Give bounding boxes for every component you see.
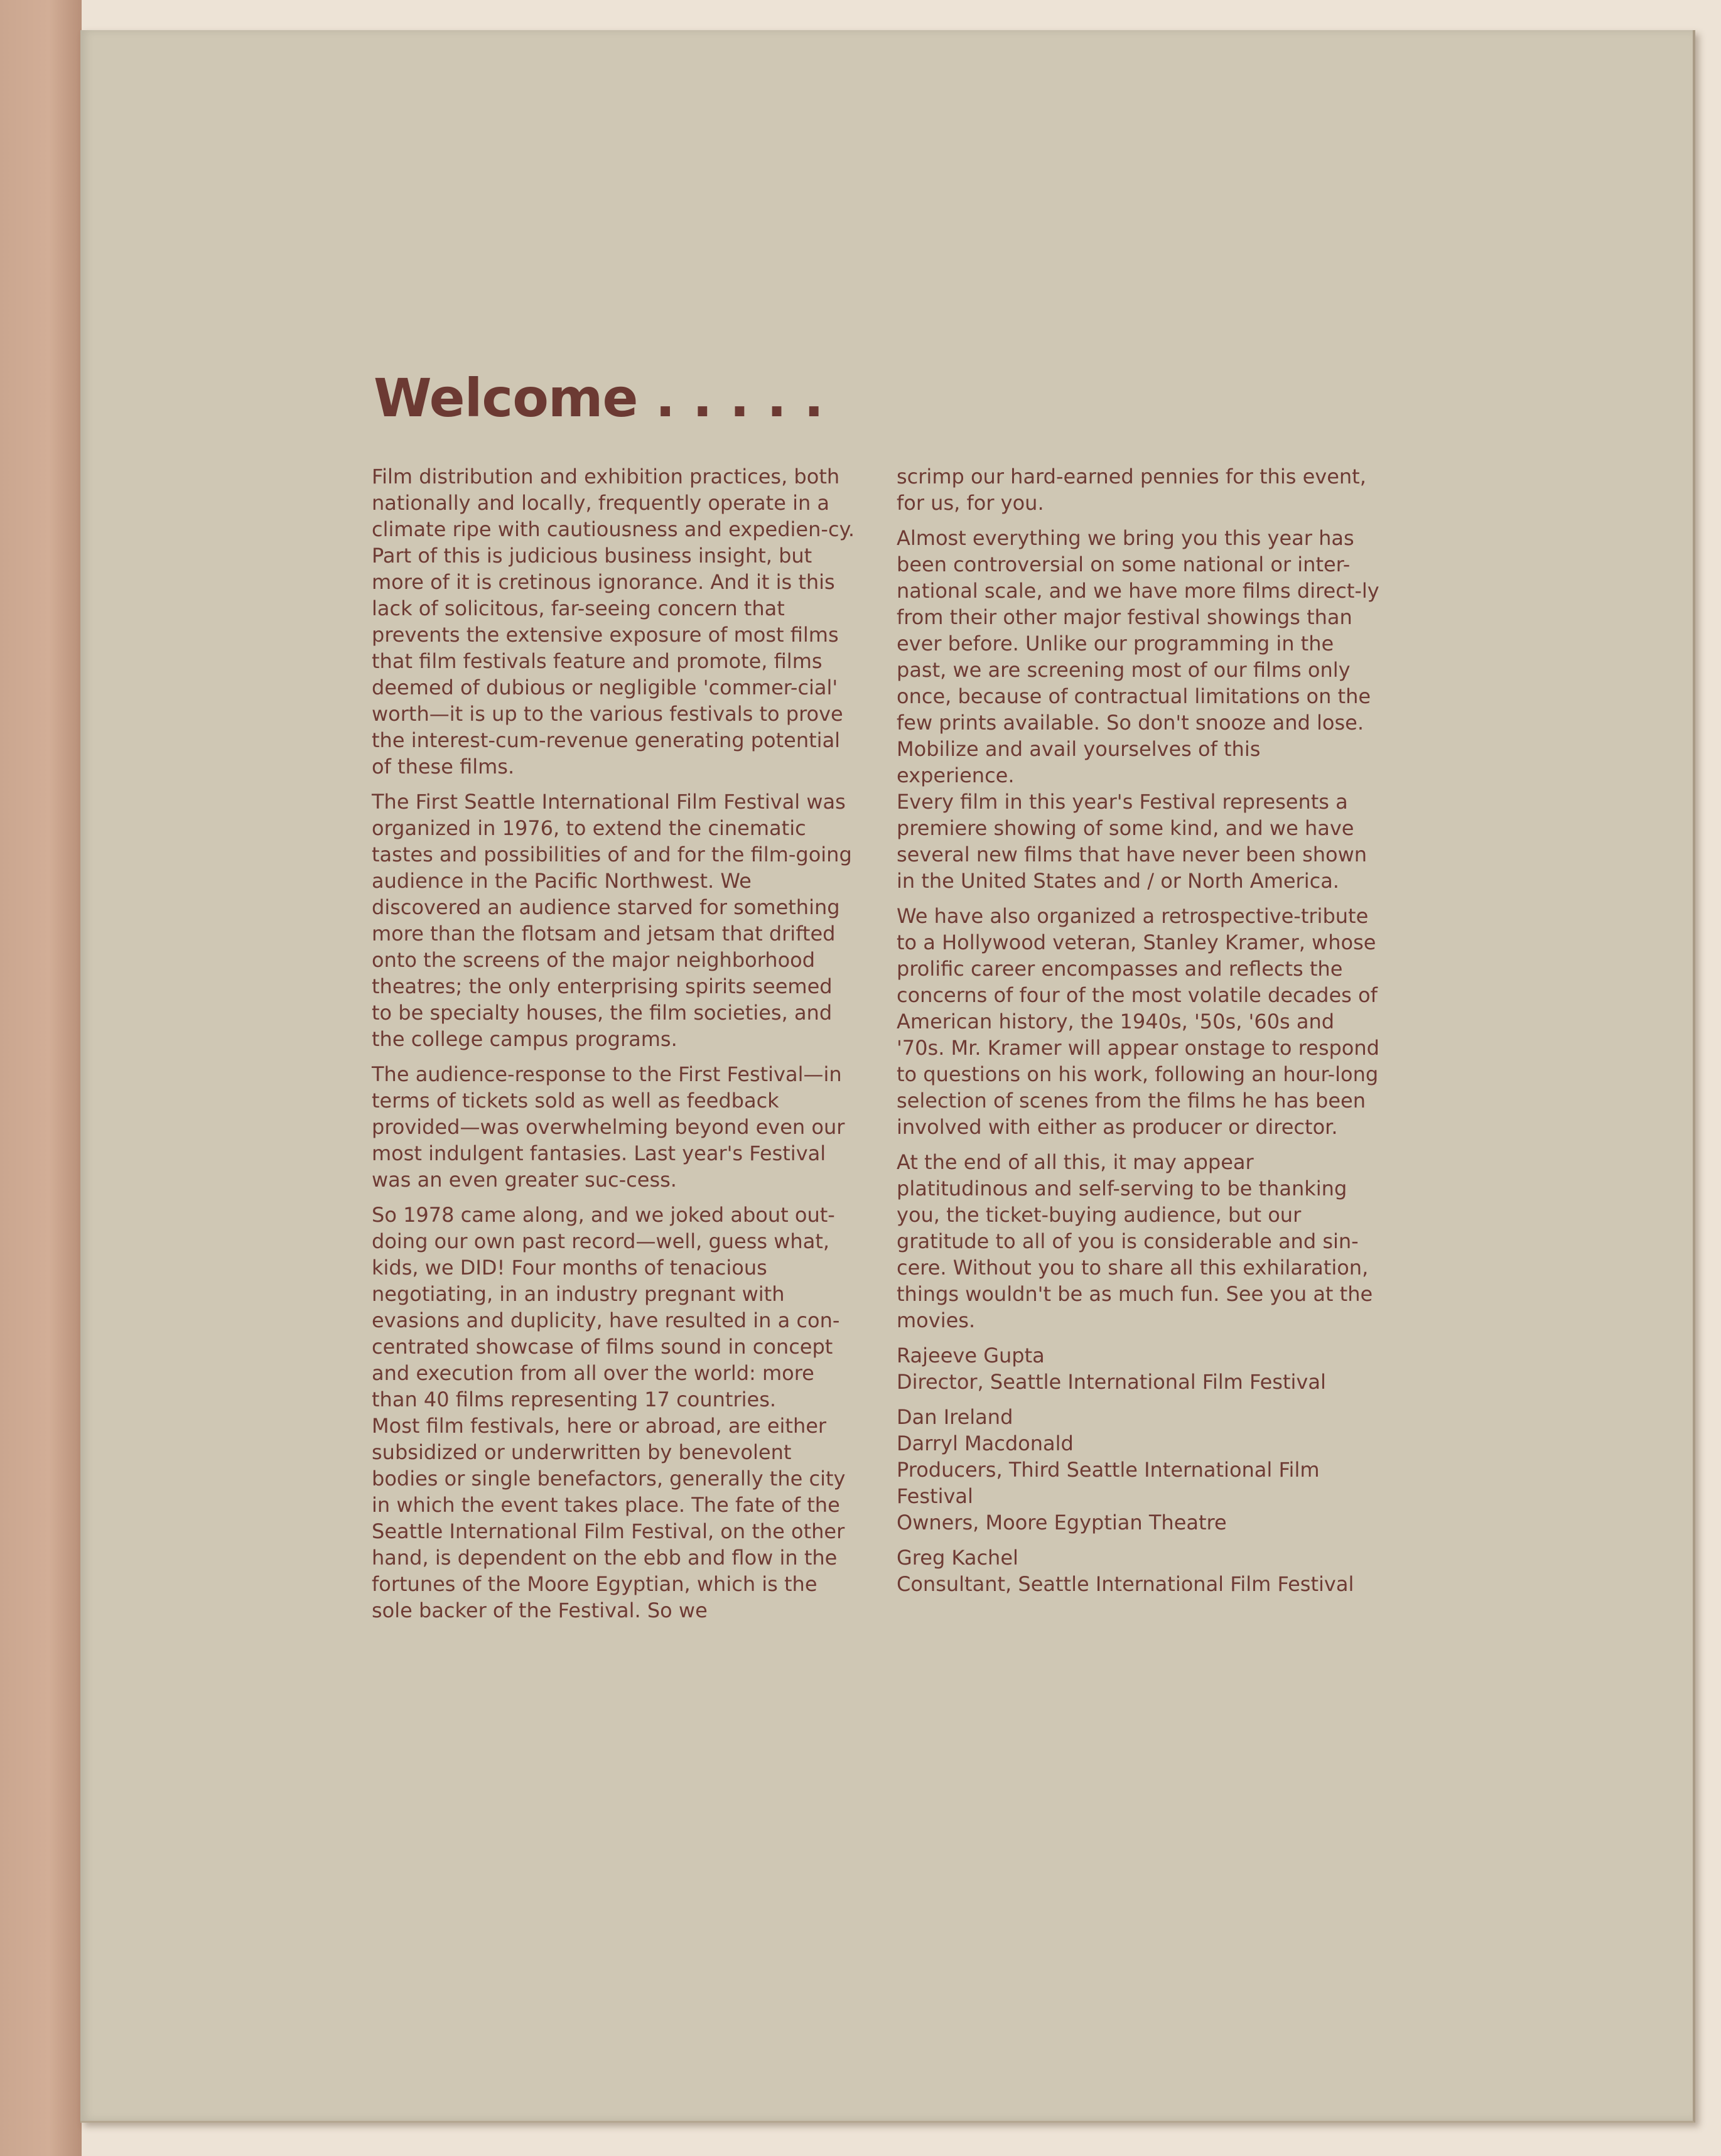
left-column — [372, 463, 855, 1632]
paragraph-audience-response: The audience-response to the First Festival—in terms of tickets sold as well as feedback provided—was overwhelming beyond even our most indulgent fantasies. Last year's Festival was an even greater suc-cess. — [372, 1062, 845, 1192]
signer-title: Consultant, Seattle International Film Festival — [897, 1572, 1354, 1596]
signer-name: Darryl Macdonald — [897, 1431, 1074, 1455]
right-column — [897, 463, 1380, 1606]
brochure-page — [80, 30, 1695, 2123]
signer-name: Dan Ireland — [897, 1405, 1013, 1429]
paragraph-scrimp: scrimp our hard-earned pennies for this event, for us, for you. — [897, 465, 1366, 515]
signer-title: Producers, Third Seattle International Film Festival — [897, 1458, 1320, 1508]
paragraph-1978: So 1978 came along, and we joked about out-doing our own past record—well, guess what, kids, we DID! Four months of tenacious negotiating, in an industry pregnant with evasions and duplicity, have resulted in a con-centrated showcase of films sound in concept and execution from all over the world: more than 40 films representing 17 countries. Most film festivals, here or abroad, are either subsidized or underwritten by benevolent bodies or single benefactors, generally the city in which the event takes place. The fate of the Seattle International Film Festival, on the other hand, is dependent on the ebb and flow in the fortunes of the Moore Egyptian, which is the sole backer of the Festival. So we — [372, 1203, 846, 1622]
signature-producers — [897, 1404, 1380, 1536]
paragraph-first-festival: The First Seattle International Film Festival was organized in 1976, to extend the cinematic tastes and possibilities of and for the film-going audience in the Pacific Northwest. We discovered an audience starved for something more than the flotsam and jetsam that drifted onto the screens of the major neighborhood theatres; the only enterprising spirits seemed to be specialty houses, the film societies, and the college campus programs. — [372, 790, 852, 1051]
paragraph-controversial: Almost everything we bring you this year has been controversial on some national or inter-national scale, and we have more films direct-ly from their other major festival showings than ever before. Unlike our programming in the past, we are screening most of our films only once, because of contractual limitations on the few prints available. So don't snooze and lose. Mobilize and avail yourselves of this experience. Every film in this year's Festival represents a premiere showing of some kind, and we have several new films that have never been shown in the United States and / or North America. — [897, 526, 1379, 893]
paragraph-distribution: Film distribution and exhibition practices, both nationally and locally, frequently operate in a climate ripe with cautiousness and expedien-cy. Part of this is judicious business insight, but more of it is cretinous ignorance. And it is this lack of solicitous, far-seeing concern that prevents the extensive exposure of most films that film festivals feature and promote, films deemed of dubious or negligible 'commer-cial' worth—it is up to the various festivals to prove the interest-cum-revenue generating potential of these films. — [372, 465, 855, 779]
signature-kachel — [897, 1544, 1380, 1597]
book-spine — [0, 0, 82, 2156]
signature-gupta — [897, 1342, 1380, 1395]
signer-name: Rajeeve Gupta — [897, 1344, 1045, 1367]
paragraph-thanks: At the end of all this, it may appear platitudinous and self-serving to be thanking you, the ticket-buying audience, but our gratitude to all of you is considerable and sin-cere. Without you to share all this exhilaration, things wouldn't be as much fun. See you at the movies. — [897, 1150, 1373, 1332]
signer-name: Greg Kachel — [897, 1546, 1018, 1570]
signer-title: Director, Seattle International Film Festival — [897, 1370, 1326, 1394]
page-title: Welcome . . . . . — [374, 367, 824, 429]
paragraph-retrospective: We have also organized a retrospective-tribute to a Hollywood veteran, Stanley Kramer, whose prolific career encompasses and reflects the concerns of four of the most volatile decades of American history, the 1940s, '50s, '60s and '70s. Mr. Kramer will appear onstage to respond to questions on his work, following an hour-long selection of scenes from the films he has been involved with either as producer or director. — [897, 904, 1379, 1139]
signer-title: Owners, Moore Egyptian Theatre — [897, 1511, 1227, 1534]
